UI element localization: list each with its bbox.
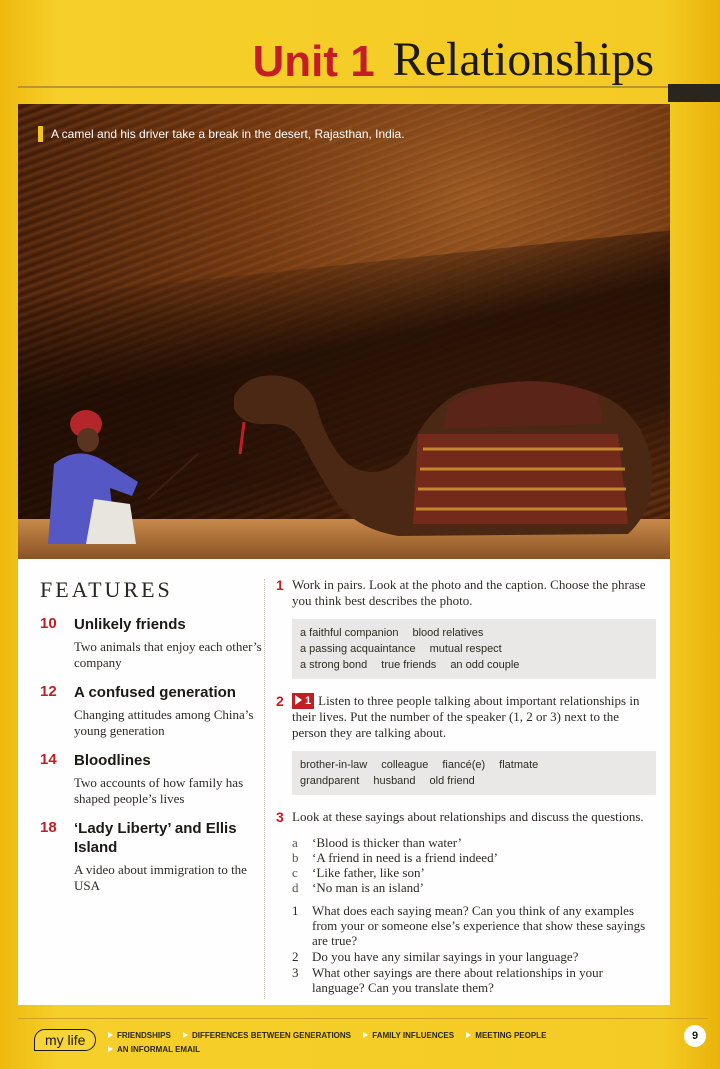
exercise-number: 2 [276, 693, 284, 709]
topic-item: DIFFERENCES BETWEEN GENERATIONS [183, 1031, 351, 1040]
feature-description: Two accounts of how family has shaped people’s lives [74, 775, 244, 806]
content-panel [18, 559, 670, 1005]
footer-bar [18, 1018, 708, 1060]
feature-title: Bloodlines [74, 752, 151, 769]
saying-item: b ‘A friend in need is a friend indeed’ [292, 850, 498, 865]
feature-title: ‘Lady Liberty’ and Ellis Island [74, 820, 237, 856]
topic-item: FRIENDSHIPS [108, 1031, 171, 1040]
footer-topics [108, 1029, 668, 1057]
topic-item: FAMILY INFLUENCES [363, 1031, 454, 1040]
feature-item[interactable] [40, 819, 262, 894]
corner-tab [668, 84, 720, 102]
feature-page-number: 12 [40, 683, 57, 700]
feature-page-number: 14 [40, 751, 57, 768]
exercises-column [276, 577, 656, 1009]
exercise-number: 3 [276, 809, 284, 825]
relationship-word-box [292, 751, 656, 795]
topic-item: MEETING PEOPLE [466, 1031, 546, 1040]
page-number: 9 [684, 1025, 706, 1047]
exercise-3 [276, 809, 656, 995]
phrase-box [292, 619, 656, 679]
feature-description: Two animals that enjoy each other’s company [74, 639, 262, 670]
feature-item[interactable] [40, 683, 262, 739]
caption-marker [38, 126, 43, 142]
arrow-icon [108, 1032, 113, 1038]
title-rule [18, 86, 668, 88]
exercise-instruction: Look at these sayings about relationships and discuss the questions. [292, 809, 644, 824]
unit-header [18, 14, 668, 84]
column-divider [264, 579, 265, 999]
saying-item: c ‘Like father, like son’ [292, 865, 425, 880]
saying-item: a ‘Blood is thicker than water’ [292, 835, 462, 850]
feature-item[interactable] [40, 615, 262, 671]
exercise-number: 1 [276, 577, 284, 593]
features-heading: FEATURES [40, 577, 173, 602]
feature-description: Changing attitudes among China’s young generation [74, 707, 254, 738]
arrow-icon [363, 1032, 368, 1038]
phrase-option: true friends [381, 659, 437, 671]
exercise-instruction: Work in pairs. Look at the photo and the caption. Choose the phrase you think best describes the photo. [292, 577, 646, 608]
exercise-2 [276, 693, 656, 795]
feature-page-number: 10 [40, 615, 57, 632]
sayings-list [292, 835, 656, 895]
exercise-instruction: Listen to three people talking about important relationships in their lives. Put the number of the speaker (1, 2 or 3) next to the person they are talking about. [292, 693, 640, 740]
saying-item: d ‘No man is an island’ [292, 880, 424, 895]
phrase-option: a faithful companion [300, 627, 399, 639]
phrase-option: an odd couple [450, 659, 520, 671]
unit-title: Relationships [392, 33, 654, 86]
audio-track-number: 1 [305, 695, 312, 707]
topic-item: AN INFORMAL EMAIL [108, 1045, 200, 1054]
camel-scene-illustration [18, 104, 670, 559]
my-life-badge: my life [34, 1029, 96, 1051]
arrow-icon [183, 1032, 188, 1038]
photo-caption [38, 126, 405, 142]
unit-number: Unit 1 [252, 37, 375, 86]
phrase-option: mutual respect [429, 643, 502, 655]
question-item: 1 What does each saying mean? Can you think of any examples from your or someone else’s experience that show these sayings are true? [292, 903, 646, 948]
phrase-option: a strong bond [300, 659, 368, 671]
word-option: grandparent [300, 775, 360, 787]
word-option: fiancé(e) [442, 759, 486, 771]
questions-list [292, 903, 656, 995]
play-icon [295, 695, 302, 705]
word-option: husband [373, 775, 416, 787]
phrase-option: blood relatives [412, 627, 484, 639]
arrow-icon [108, 1046, 113, 1052]
exercise-1 [276, 577, 656, 679]
word-option: flatmate [499, 759, 539, 771]
feature-description: A video about immigration to the USA [74, 862, 247, 893]
question-item: 3 What other sayings are there about relationships in your language? Can you translate them? [292, 965, 603, 995]
feature-title: Unlikely friends [74, 616, 186, 633]
feature-item[interactable] [40, 751, 262, 807]
features-column [40, 577, 262, 906]
arrow-icon [466, 1032, 471, 1038]
caption-text: A camel and his driver take a break in the desert, Rajasthan, India. [51, 127, 405, 141]
audio-track-icon[interactable] [292, 693, 314, 709]
feature-title: A confused generation [74, 684, 236, 701]
phrase-option: a passing acquaintance [300, 643, 416, 655]
desert-camel-photo [18, 104, 670, 559]
word-option: old friend [429, 775, 475, 787]
word-option: brother-in-law [300, 759, 368, 771]
question-item: 2 Do you have any similar sayings in your language? [292, 949, 579, 964]
word-option: colleague [381, 759, 429, 771]
feature-page-number: 18 [40, 819, 57, 836]
